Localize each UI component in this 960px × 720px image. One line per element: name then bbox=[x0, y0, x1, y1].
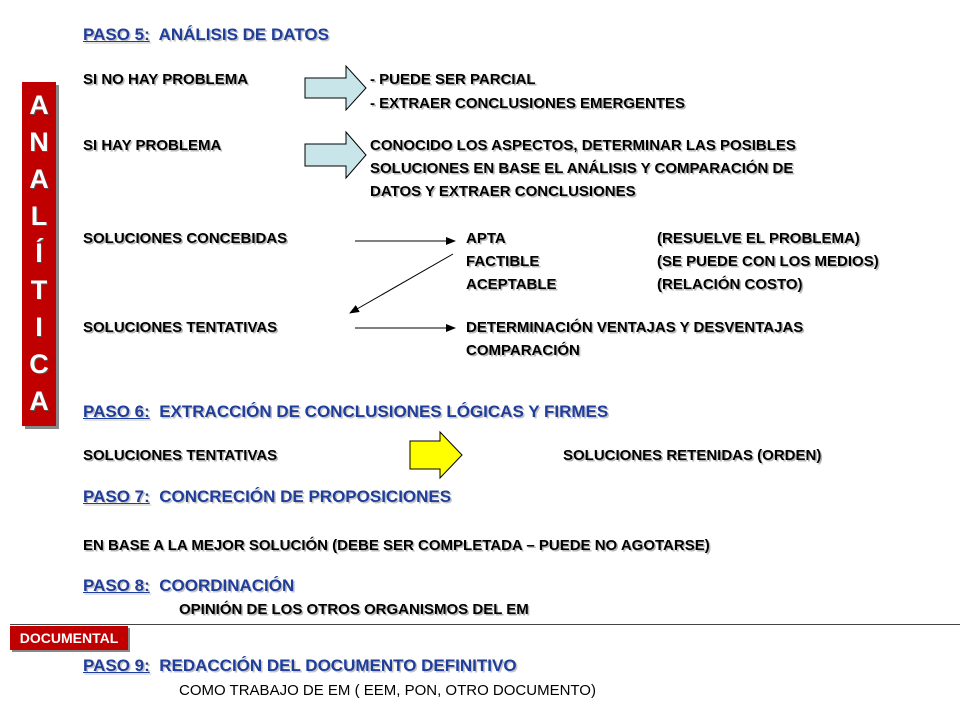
soluciones-tentativas-label: SOLUCIONES TENTATIVAS bbox=[83, 319, 278, 336]
paso9-title: REDACCIÓN DEL DOCUMENTO DEFINITIVO bbox=[159, 656, 517, 675]
paso7-number: PASO 7: bbox=[83, 487, 150, 506]
criterion-desc: (RESUELVE EL PROBLEMA) bbox=[657, 230, 860, 247]
section-divider bbox=[10, 624, 960, 625]
arrow-diagonal bbox=[350, 254, 453, 313]
paso5-number: PASO 5: bbox=[83, 25, 150, 44]
side-letter: A bbox=[29, 164, 49, 194]
no-problem-item-2: - EXTRAER CONCLUSIONES EMERGENTES bbox=[370, 95, 686, 112]
problem-line-1: CONOCIDO LOS ASPECTOS, DETERMINAR LAS POSIBLES bbox=[370, 137, 796, 154]
paso6-number: PASO 6: bbox=[83, 402, 150, 421]
side-letter: A bbox=[29, 90, 49, 120]
paso9-sub: COMO TRABAJO DE EM ( EEM, PON, OTRO DOCUMENTO) bbox=[179, 682, 596, 699]
paso5-title: ANÁLISIS DE DATOS bbox=[158, 25, 329, 44]
criterion-name: APTA bbox=[466, 230, 506, 247]
no-problem-item-1: - PUEDE SER PARCIAL bbox=[370, 71, 536, 88]
criterion-desc: (SE PUEDE CON LOS MEDIOS) bbox=[657, 253, 879, 270]
criterion-desc: (RELACIÓN COSTO) bbox=[657, 276, 803, 293]
block-arrow-problem bbox=[305, 132, 366, 178]
problem-line-2: SOLUCIONES EN BASE EL ANÁLISIS Y COMPARACIÓN DE bbox=[370, 160, 794, 177]
paso8-title: COORDINACIÓN bbox=[159, 576, 295, 595]
block-arrow-yellow bbox=[410, 432, 462, 478]
paso6-left-text: SOLUCIONES TENTATIVAS bbox=[83, 447, 278, 464]
soluciones-concebidas-label: SOLUCIONES CONCEBIDAS bbox=[83, 230, 288, 247]
side-letter: Í bbox=[35, 238, 43, 268]
side-letter: T bbox=[30, 275, 48, 305]
paso7-heading bbox=[83, 487, 451, 506]
block-arrow-no-problem bbox=[305, 66, 366, 110]
side-letter: A bbox=[29, 386, 49, 416]
problem-line-3: DATOS Y EXTRAER CONCLUSIONES bbox=[370, 183, 636, 200]
paso6-title: EXTRACCIÓN DE CONCLUSIONES LÓGICAS Y FIRMES bbox=[159, 402, 609, 421]
paso7-text: EN BASE A LA MEJOR SOLUCIÓN (DEBE SER COMPLETADA – PUEDE NO AGOTARSE) bbox=[83, 537, 710, 554]
paso5-heading bbox=[83, 25, 329, 44]
side-letter: I bbox=[35, 312, 43, 342]
side-letter: N bbox=[29, 127, 49, 157]
paso6-heading bbox=[83, 402, 608, 421]
no-problem-label: SI NO HAY PROBLEMA bbox=[83, 71, 249, 88]
side-letter: L bbox=[30, 201, 48, 231]
paso8-sub: OPINIÓN DE LOS OTROS ORGANISMOS DEL EM bbox=[179, 601, 529, 618]
tentativas-line-1: DETERMINACIÓN VENTAJAS Y DESVENTAJAS bbox=[466, 319, 804, 336]
problem-label: SI HAY PROBLEMA bbox=[83, 137, 222, 154]
documental-tag: DOCUMENTAL bbox=[10, 626, 128, 650]
side-letter: C bbox=[29, 349, 49, 379]
paso6-right-text: SOLUCIONES RETENIDAS (ORDEN) bbox=[563, 447, 822, 464]
criterion-name: ACEPTABLE bbox=[466, 276, 557, 293]
paso9-heading bbox=[83, 656, 517, 675]
paso7-title: CONCRECIÓN DE PROPOSICIONES bbox=[159, 487, 452, 506]
criterion-name: FACTIBLE bbox=[466, 253, 540, 270]
paso8-number: PASO 8: bbox=[83, 576, 150, 595]
paso9-number: PASO 9: bbox=[83, 656, 150, 675]
paso8-heading bbox=[83, 576, 294, 595]
tentativas-line-2: COMPARACIÓN bbox=[466, 342, 580, 359]
